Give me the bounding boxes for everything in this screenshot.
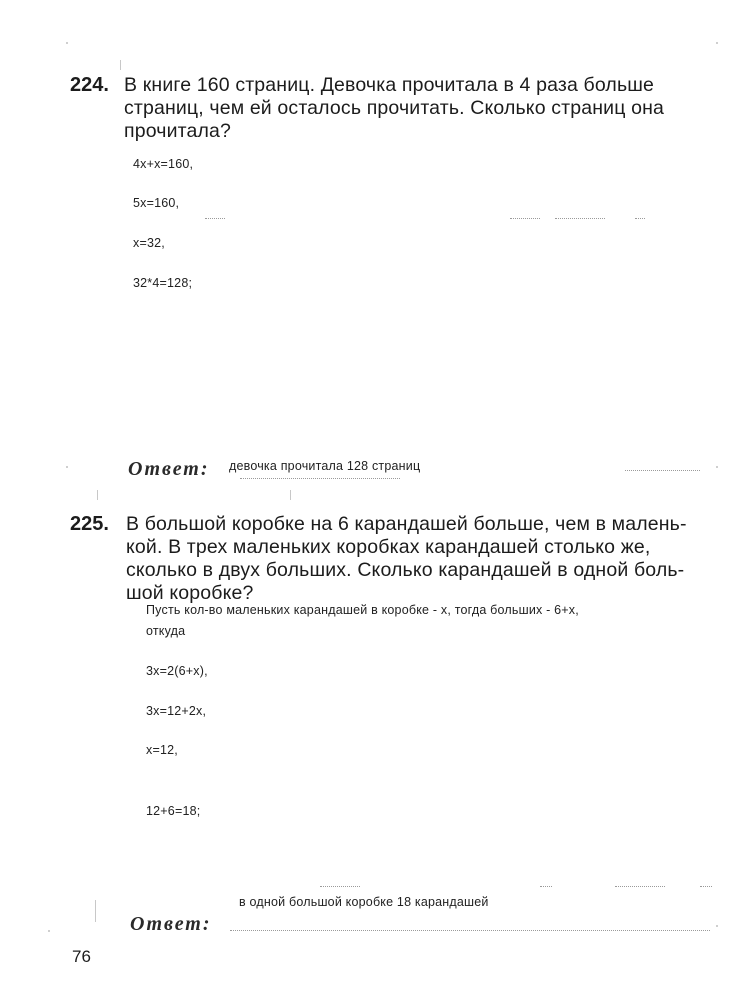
solution-intro-line: откуда <box>146 624 186 638</box>
ruling-line <box>555 218 605 219</box>
solution-step: 3x=12+2x, <box>146 704 207 718</box>
ruling-line <box>240 478 400 479</box>
task-224-line: прочитала? <box>124 120 231 142</box>
scan-mark <box>97 490 98 500</box>
task-225-answer: в одной большой коробке 18 карандашей <box>239 895 489 909</box>
solution-step: 4x+x=160, <box>133 157 194 171</box>
ruling-line <box>625 470 700 471</box>
ruling-line <box>700 886 712 887</box>
scan-speck <box>48 930 50 932</box>
scan-mark <box>120 60 121 70</box>
task-224-answer-label: Ответ: <box>128 458 210 480</box>
ruling-line <box>205 218 225 219</box>
task-225-answer-label: Ответ: <box>130 913 212 935</box>
ruling-line <box>615 886 665 887</box>
task-225-number: 225. <box>70 513 109 535</box>
ruling-line <box>510 218 540 219</box>
scan-mark <box>290 490 291 500</box>
scan-speck <box>66 42 68 44</box>
scan-speck <box>716 466 718 468</box>
solution-intro-line: Пусть кол-во маленьких карандашей в коробке - x, тогда больших - 6+x, <box>146 603 579 617</box>
task-224-line: страниц, чем ей осталось прочитать. Сколько страниц она <box>124 97 664 119</box>
task-225-line: кой. В трех маленьких коробках карандашей столько же, <box>126 536 651 558</box>
task-224-answer: девочка прочитала 128 страниц <box>229 459 421 473</box>
solution-step: x=32, <box>133 236 165 250</box>
solution-step: 5x=160, <box>133 196 180 210</box>
page-number: 76 <box>72 947 91 966</box>
solution-step: 12+6=18; <box>146 804 201 818</box>
task-224-number: 224. <box>70 74 109 96</box>
ruling-line <box>635 218 645 219</box>
task-225-line: шой коробке? <box>126 582 254 604</box>
task-224-line: В книге 160 страниц. Девочка прочитала в 4 раза больше <box>124 74 655 96</box>
solution-step: 3x=2(6+x), <box>146 664 208 678</box>
scan-speck <box>66 466 68 468</box>
task-225-line: сколько в двух больших. Сколько карандашей в одной боль- <box>126 559 685 581</box>
task-225-line: В большой коробке на 6 карандашей больше, чем в малень- <box>126 513 687 535</box>
ruling-line <box>230 930 710 931</box>
scan-speck <box>716 42 718 44</box>
scan-mark <box>95 900 96 922</box>
solution-step: x=12, <box>146 743 178 757</box>
solution-step: 32*4=128; <box>133 276 193 290</box>
ruling-line <box>320 886 360 887</box>
scan-speck <box>716 925 718 927</box>
ruling-line <box>540 886 552 887</box>
